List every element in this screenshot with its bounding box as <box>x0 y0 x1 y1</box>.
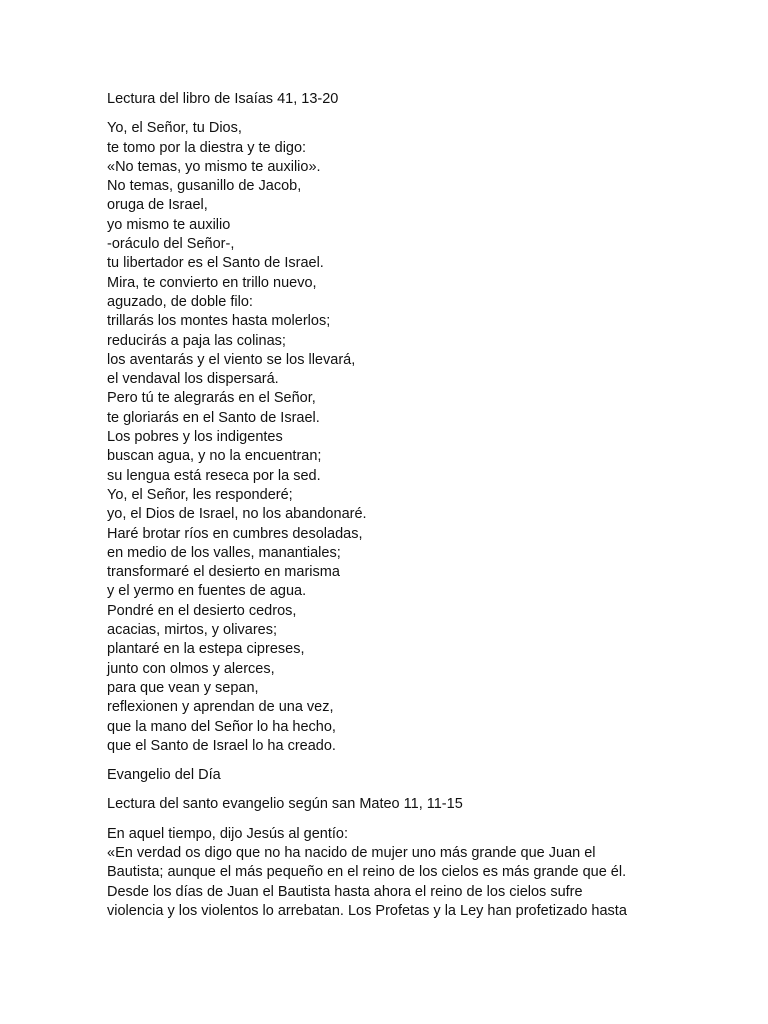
reading1-line: para que vean y sepan, <box>107 679 259 696</box>
gospel-heading: Evangelio del Día <box>107 767 221 784</box>
reading1-line: plantaré en la estepa cipreses, <box>107 641 305 658</box>
reading1-line: y el yermo en fuentes de agua. <box>107 583 307 600</box>
reading1-line: junto con olmos y alerces, <box>107 660 275 677</box>
gospel-line: En aquel tiempo, dijo Jesús al gentío: <box>107 825 349 842</box>
reading1-line: tu libertador es el Santo de Israel. <box>107 255 324 272</box>
reading1-line: Haré brotar ríos en cumbres desoladas, <box>107 525 363 542</box>
reading1-line: acacias, mirtos, y olivares; <box>107 622 278 639</box>
reading1-line: que el Santo de Israel lo ha creado. <box>107 737 336 754</box>
reading1-heading: Lectura del libro de Isaías 41, 13-20 <box>107 91 339 107</box>
reading1-line: oruga de Israel, <box>107 197 208 214</box>
reading1-line: Pero tú te alegrarás en el Señor, <box>107 390 316 407</box>
gospel-line: Desde los días de Juan el Bautista hasta ahora el reino de los cielos sufre <box>107 883 583 900</box>
reading1-line: en medio de los valles, manantiales; <box>107 544 341 561</box>
gospel-line: «En verdad os digo que no ha nacido de mujer uno más grande que Juan el <box>107 844 596 861</box>
reading1-line: Los pobres y los indigentes <box>107 429 283 446</box>
reading1-line: el vendaval los dispersará. <box>107 371 279 388</box>
reading1-line: te tomo por la diestra y te digo: <box>107 139 307 156</box>
reading1-line: Pondré en el desierto cedros, <box>107 602 297 619</box>
reading1-line: No temas, gusanillo de Jacob, <box>107 178 302 195</box>
reading1-line: los aventarás y el viento se los llevará, <box>107 351 356 368</box>
reading1-line: yo mismo te auxilio <box>107 216 231 233</box>
reading1-line: -oráculo del Señor-, <box>107 236 235 253</box>
reading1-text <box>107 119 667 756</box>
reading1-line: su lengua está reseca por la sed. <box>107 467 321 484</box>
reading1-line: Yo, el Señor, tu Dios, <box>107 120 242 137</box>
reading1-line: aguzado, de doble filo: <box>107 293 253 310</box>
reading1-line: Mira, te convierto en trillo nuevo, <box>107 274 317 291</box>
gospel-text <box>107 825 667 921</box>
reading1-line: yo, el Dios de Israel, no los abandonaré. <box>107 506 367 523</box>
gospel-line: violencia y los violentos lo arrebatan. Los Profetas y la Ley han profetizado hasta <box>107 902 627 919</box>
gospel-line: Bautista; aunque el más pequeño en el reino de los cielos es más grande que él. <box>107 864 627 881</box>
reading1-line: reducirás a paja las colinas; <box>107 332 286 349</box>
reading1-line: transformaré el desierto en marisma <box>107 564 340 581</box>
document-body <box>107 90 667 931</box>
reading1-line: buscan agua, y no la encuentran; <box>107 448 322 465</box>
reading1-line: trillarás los montes hasta molerlos; <box>107 313 331 330</box>
reading1-line: te gloriarás en el Santo de Israel. <box>107 409 320 426</box>
reading1-line: «No temas, yo mismo te auxilio». <box>107 158 321 175</box>
reading1-line: que la mano del Señor lo ha hecho, <box>107 718 336 735</box>
reading1-line: Yo, el Señor, les responderé; <box>107 486 293 503</box>
gospel-reading-heading: Lectura del santo evangelio según san Mateo 11, 11-15 <box>107 796 463 813</box>
reading1-line: reflexionen y aprendan de una vez, <box>107 699 334 716</box>
